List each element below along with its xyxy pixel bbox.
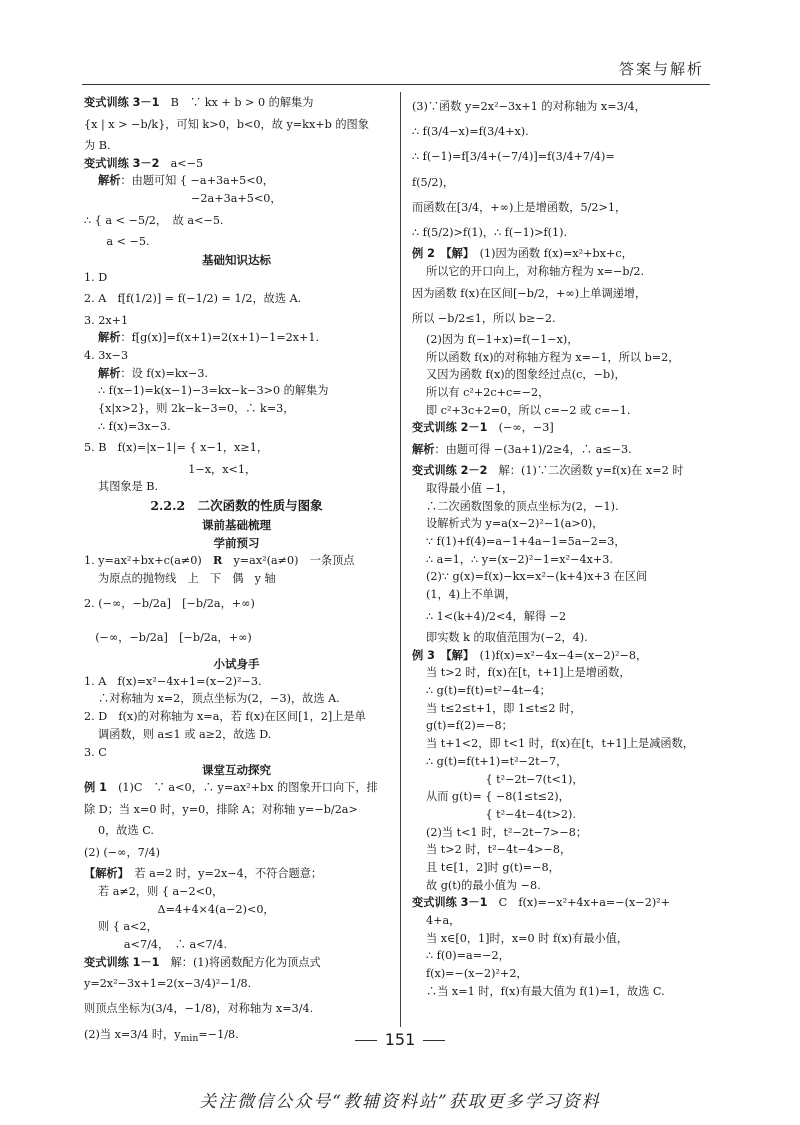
- left-line: 1. D: [84, 270, 108, 284]
- left-line: 则 { a<2，: [98, 920, 158, 934]
- left-line: a < −5.: [84, 234, 150, 248]
- left-line: {x|x>2}，则 2k−k−3=0，∴ k=3，: [98, 402, 295, 416]
- page-number-block: [0, 1030, 800, 1049]
- left-line: Δ=4+4×4(a−2)<0，: [98, 902, 275, 916]
- right-column: [412, 94, 708, 1000]
- left-line: 2. D f(x)的对称轴为 x=a，若 f(x)在区间[1，2]上是单: [84, 710, 366, 724]
- left-line: 调函数，则 a≤1 或 a≥2，故选 D.: [98, 727, 272, 741]
- left-line: ∴ f(x−1)=k(x−1)−3=kx−k−3>0 的解集为: [98, 384, 329, 398]
- right-line: ∴ f(3/4−x)=f(3/4+x).: [412, 125, 529, 139]
- right-line: 且 t∈[1，2]时 g(t)=−8，: [426, 860, 560, 874]
- right-line: ∴ 1<(k+4)/2<4，解得 −2: [426, 609, 567, 623]
- page-header-title: 答案与解析: [618, 60, 704, 78]
- left-line: 变式训练 3－1 B ∵ kx + b > 0 的解集为: [84, 96, 314, 109]
- right-line: 所以它的开口向上，对称轴方程为 x=−b/2.: [426, 264, 645, 278]
- left-line: 1−x，x<1，: [84, 462, 257, 476]
- left-line: 1. y=ax²+bx+c(a≠0) R y=ax²(a≠0) 一条顶点: [84, 553, 355, 568]
- right-line: (3)∵函数 y=2x²−3x+1 的对称轴为 x=3/4，: [412, 100, 646, 113]
- left-line: 课堂互动探究: [202, 763, 271, 778]
- right-line: ∴当 x=1 时，f(x)有最大值为 f(1)=1，故选 C.: [426, 984, 665, 998]
- right-line: ∴ f(0)=a=−2，: [426, 949, 510, 963]
- right-line: (2)当 t<1 时，t²−2t−7>−8；: [426, 825, 588, 839]
- left-line: a<7/4， ∴ a<7/4.: [98, 937, 228, 951]
- right-line: g(t)=f(2)=−8；: [426, 719, 513, 733]
- left-line: 基础知识达标: [202, 252, 271, 267]
- left-line: 0，故选 C.: [98, 824, 154, 838]
- right-line: ∴ f(−1)=f[3/4+(−7/4)]=f(3/4+7/4)=: [412, 150, 615, 164]
- left-line: 3. 2x+1: [84, 313, 129, 327]
- left-line: 3. C: [84, 745, 107, 759]
- left-line: 2. A f[f(1/2)] = f(−1/2) = 1/2，故选 A.: [84, 292, 302, 306]
- left-line: 学前预习: [213, 535, 260, 550]
- left-column: [84, 94, 389, 1050]
- page-number-dash-left: [355, 1040, 377, 1041]
- right-line: 所以有 c²+2c+c=−2，: [426, 386, 550, 400]
- left-line: ∴对称轴为 x=2，顶点坐标为(2，−3)，故选 A.: [98, 692, 340, 706]
- right-line: (1，4)上不单调，: [426, 588, 517, 602]
- right-line: f(x)=−(x−2)²+2，: [426, 967, 528, 981]
- page-number: 151: [384, 1030, 416, 1049]
- left-line: 课前基础梳理: [202, 517, 271, 532]
- right-line: 所以函数 f(x)的对称轴方程为 x=−1，所以 b=2，: [426, 350, 680, 364]
- left-line: 5. B f(x)=|x−1|= { x−1，x≥1，: [84, 441, 269, 455]
- right-line: 即 c²+3c+2=0，所以 c=−2 或 c=−1.: [426, 403, 631, 417]
- left-line: 除 D；当 x=0 时，y=0，排除 A；对称轴 y=−b/2a>: [84, 803, 358, 817]
- right-line: { t²−4t−4(t>2).: [426, 807, 576, 821]
- column-divider: [400, 92, 401, 1027]
- right-line: (2)∵ g(x)=f(x)−kx=x²−(k+4)x+3 在区间: [426, 570, 648, 584]
- right-line: ∵ f(1)+f(4)=a−1+4a−1=5a−2=3，: [426, 535, 626, 549]
- left-line: (2)当 x=3/4 时，$y_{min}=-1/8$.: [84, 1027, 239, 1044]
- right-line: 从而 g(t)= { −8(1≤t≤2)，: [426, 790, 570, 804]
- left-line: 其图象是 B.: [98, 480, 159, 494]
- left-line: 为原点的抛物线 上 下 偶 y 轴: [98, 571, 276, 585]
- left-line: (−∞，−b/2a] [−b/2a，+∞): [84, 631, 252, 645]
- left-line: 则顶点坐标为(3/4，−1/8)，对称轴为 x=3/4.: [84, 1002, 314, 1016]
- right-line: ∴ f(5/2)>f(1)，∴ f(−1)>f(1).: [412, 226, 568, 240]
- right-line: 4+a，: [426, 914, 461, 928]
- right-line: 取得最小值 −1，: [426, 482, 514, 496]
- left-line: 例 1 (1)C ∵ a<0，∴ y=ax²+bx 的图象开口向下，排: [84, 781, 378, 795]
- right-line: (2)因为 f(−1+x)=f(−1−x)，: [426, 333, 579, 346]
- right-line: 即实数 k 的取值范围为(−2，4).: [426, 631, 588, 645]
- right-line: 例 3 【解】 (1)f(x)=x²−4x−4=(x−2)²−8，: [412, 648, 648, 662]
- right-line: { t²−2t−7(t<1)，: [426, 772, 584, 786]
- right-line: 而函数在[3/4，+∞)上是增函数，5/2>1，: [412, 200, 627, 214]
- left-line: ∴ f(x)=3x−3.: [98, 419, 171, 433]
- right-line: 设解析式为 y=a(x−2)²−1(a>0)，: [426, 517, 604, 531]
- left-line: 2.2.2 二次函数的性质与图象: [150, 497, 323, 513]
- left-line: 变式训练 1－1 解：(1)将函数配方化为顶点式: [84, 955, 321, 969]
- left-line: 为 B.: [84, 138, 111, 152]
- right-line: 因为函数 f(x)在区间[−b/2，+∞)上单调递增，: [412, 286, 647, 300]
- right-line: 当 t>2 时，t²−4t−4>−8，: [426, 843, 572, 857]
- right-line: 当 t>2 时，f(x)在[t，t+1]上是增函数，: [426, 666, 631, 680]
- right-line: 变式训练 3－1 C f(x)=−x²+4x+a=−(x−2)²+: [412, 896, 671, 910]
- right-line: 例 2 【解】 (1)因为函数 f(x)=x²+bx+c，: [412, 247, 633, 261]
- left-line: 4. 3x−3: [84, 348, 129, 362]
- left-line: 【解析】 若 a=2 时，y=2x−4，不符合题意；: [84, 867, 323, 881]
- left-line: 变式训练 3－2 a<−5: [84, 156, 204, 170]
- right-line: 变式训练 2－1 (−∞，−3]: [412, 421, 554, 435]
- left-line: 解析：f[g(x)]=f(x+1)=2(x+1)−1=2x+1.: [98, 331, 320, 345]
- left-line: −2a+3a+5<0，: [98, 191, 282, 205]
- left-line: 1. A f(x)=x²−4x+1=(x−2)²−3.: [84, 674, 262, 688]
- left-line: 解析：设 f(x)=kx−3.: [98, 366, 209, 380]
- left-line: (2) (−∞，7/4): [84, 845, 161, 859]
- left-line: {x | x > −b/k}，可知 k>0，b<0，故 y=kx+b 的图象: [84, 117, 369, 131]
- right-line: ∴二次函数图象的顶点坐标为(2，−1).: [426, 499, 619, 513]
- right-line: 解析：由题可得 −(3a+1)/2≥4，∴ a≤−3.: [412, 443, 632, 457]
- left-line: ∴ { a < −5/2， 故 a<−5.: [84, 213, 224, 227]
- header-rule: [82, 84, 710, 85]
- right-line: 变式训练 2－2 解：(1)∵二次函数 y=f(x)在 x=2 时: [412, 464, 684, 478]
- right-line: 故 g(t)的最小值为 −8.: [426, 878, 541, 892]
- page-number-dash-right: [423, 1040, 445, 1041]
- right-line: 当 t+1<2，即 t<1 时，f(x)在[t，t+1]上是减函数，: [426, 737, 694, 751]
- right-line: 当 x∈[0，1]时，x=0 时 f(x)有最小值，: [426, 931, 629, 945]
- left-line: y=2x²−3x+1=2(x−3/4)²−1/8.: [84, 977, 252, 991]
- right-line: f(5/2)，: [412, 175, 455, 189]
- right-line: 所以 −b/2≤1，所以 b≥−2.: [412, 311, 556, 325]
- right-line: 又因为函数 f(x)的图象经过点(c，−b)，: [426, 368, 626, 382]
- footer-note: 关注微信公众号“教辅资料站”获取更多学习资料: [199, 1092, 601, 1112]
- right-line: ∴ g(t)=f(t+1)=t²−2t−7，: [426, 754, 568, 768]
- right-line: ∴ a=1，∴ y=(x−2)²−1=x²−4x+3.: [426, 552, 613, 566]
- left-line: 2. (−∞，−b/2a] [−b/2a，+∞): [84, 597, 255, 611]
- right-line: ∴ g(t)=f(t)=t²−4t−4；: [426, 684, 551, 698]
- right-line: 当 t≤2≤t+1，即 1≤t≤2 时，: [426, 701, 582, 715]
- left-line: 若 a≠2，则 { a−2<0，: [98, 884, 224, 898]
- left-line: 小试身手: [213, 656, 260, 671]
- left-line: 解析：由题可知 { −a+3a+5<0，: [98, 174, 274, 188]
